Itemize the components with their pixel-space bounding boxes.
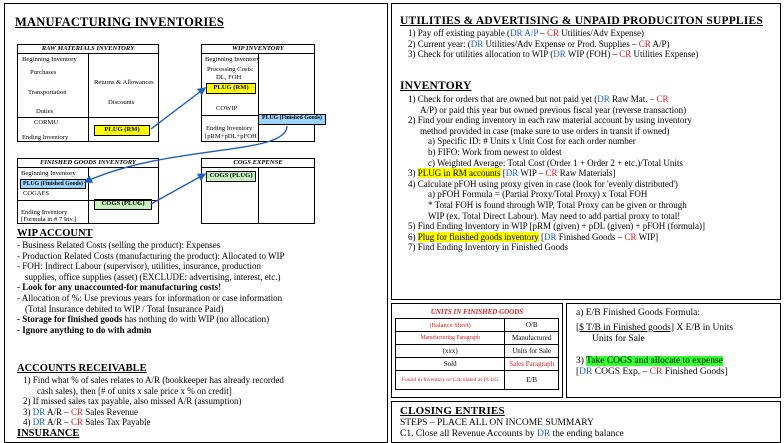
inventory-line-1b: A/P) or paid this year but owned previous fiscal year (reverse transaction) bbox=[420, 104, 687, 115]
t: WIP] bbox=[636, 231, 659, 242]
fg-item: Ending Inventory bbox=[21, 209, 68, 216]
rm-item: Purchases bbox=[30, 69, 57, 76]
t: WIP – bbox=[518, 168, 546, 179]
units-panel bbox=[391, 303, 563, 398]
fg-formula-denominator: Units for Sale bbox=[592, 334, 645, 344]
wip-account-line: - FOH: Indirect Labour (supervisor), utilities, insurance, production bbox=[17, 261, 261, 272]
closing-panel bbox=[391, 401, 781, 443]
inventory-line-4b: * Total FOH is found through WIP, Total Proxy can be given or through bbox=[428, 199, 687, 210]
manufacturing-title: MANUFACTURING INVENTORIES bbox=[15, 15, 225, 29]
cr-label: CR bbox=[649, 367, 663, 377]
units-cell: Sales Paragraph bbox=[505, 358, 559, 371]
cogs-plug: COGS (PLUG) bbox=[206, 171, 256, 182]
fg-formula-entry bbox=[576, 367, 733, 379]
rm-item: Ending Inventory bbox=[22, 134, 69, 141]
ar-line: cash sales), then [# of units x sale price x % on credit] bbox=[37, 385, 232, 396]
table-row bbox=[396, 345, 559, 358]
closing-title: CLOSING ENTRIES bbox=[400, 405, 505, 417]
ar-rest: Sales Tax Payable bbox=[83, 417, 151, 428]
fg-item: Beginning Inventory bbox=[21, 170, 76, 177]
left-panel bbox=[4, 3, 388, 443]
dr-label: DR bbox=[544, 231, 557, 242]
wip-item: Ending Inventory bbox=[206, 125, 253, 132]
dr-label: DR bbox=[553, 49, 566, 60]
cr-label: CR bbox=[71, 406, 84, 417]
t: 3) bbox=[408, 168, 418, 179]
highlight: Plug for finished goods inventory bbox=[417, 231, 539, 242]
t: Finished Goods] bbox=[662, 367, 728, 377]
t: Raw Mat. – bbox=[609, 94, 657, 104]
inventory-line-2b: method provided in case (make sure to use orders in transit if owned) bbox=[420, 125, 670, 136]
dr-label: DR bbox=[32, 406, 46, 417]
rm-item: Transportation bbox=[28, 89, 67, 96]
inventory-line-4c: WIP (ex. Total Direct Labour). May need to add partial proxy to total! bbox=[428, 210, 681, 221]
t: COGS Exp. – bbox=[592, 367, 650, 377]
wip-account-storage-line bbox=[17, 314, 387, 325]
inventory-line-2c: c) Weighted Average: Total Cost (Order 1 + Order 2 + etc.)/Total Units bbox=[428, 157, 683, 168]
ar-entry-revenue: 3) DR A/R – CR Sales Revenue bbox=[23, 406, 139, 417]
rm-plug: PLUG (RM) bbox=[94, 125, 150, 136]
dr-label: DR bbox=[579, 367, 593, 377]
units-cell: Sold bbox=[396, 358, 505, 371]
fg-formula-step3 bbox=[576, 356, 733, 368]
arrow-rm-to-wip bbox=[151, 88, 205, 129]
insurance-title: INSURANCE bbox=[17, 427, 80, 439]
units-table bbox=[395, 306, 559, 390]
inventory-line-4: 4) Calculate pFOH using proxy given in case (look for 'evenly distributed') bbox=[408, 178, 678, 189]
fg-formula-numerator bbox=[576, 323, 733, 335]
arrow-fg-to-cogs bbox=[151, 174, 205, 204]
arrow-wip-to-fg bbox=[85, 126, 287, 182]
utilities-line-3 bbox=[408, 49, 698, 60]
storage-bold: - Storage for finished goods bbox=[17, 314, 123, 325]
wip-account-bold-line: - Look for any unaccounted-for manufacturing costs! bbox=[17, 282, 222, 293]
units-cell: Found in Inventory or Calculated as PLUG bbox=[396, 371, 505, 390]
utilities-line-2 bbox=[408, 39, 698, 50]
cr-label: CR bbox=[71, 417, 84, 428]
table-row bbox=[396, 358, 559, 371]
wip-account-line: (Total Insurance debited to WIP / Total Insurance Paid) bbox=[25, 303, 224, 314]
units-cell: Manufactured bbox=[505, 332, 559, 345]
inventory-line-7: 7) Find Ending Inventory in Finished Goods bbox=[408, 242, 568, 253]
wip-account-bold-line: - Ignore anything to do with admin bbox=[17, 324, 152, 335]
accounts-receivable-section bbox=[17, 363, 387, 440]
rm-item: CORMU bbox=[34, 119, 59, 126]
fg-plug-cogs: COGS (PLUG) bbox=[94, 199, 152, 210]
wip-plug-rm: PLUG (RM) bbox=[206, 83, 256, 94]
ar-mid: A/R – bbox=[45, 406, 72, 417]
inventory-line-5: 5) Find Ending Inventory in WIP [pRM (given) + pDL (given) + pFOH (formula)] bbox=[408, 221, 706, 232]
t: the ending balance bbox=[550, 429, 624, 439]
cr-label: CR bbox=[619, 49, 632, 60]
t: Utilities Expense) bbox=[631, 49, 699, 60]
wip-item: [pRM+pDL+pFOH] bbox=[205, 133, 259, 140]
t: Utilities/Adv Expense) bbox=[559, 28, 645, 38]
inventory-line-6 bbox=[408, 232, 780, 243]
wip-account-section bbox=[17, 228, 387, 335]
fg-item: [Formula in # 7 Inv.] bbox=[21, 216, 77, 223]
ar-mid: A/R – bbox=[45, 417, 72, 428]
inventory-title: INVENTORY bbox=[400, 80, 472, 92]
cr-label: CR bbox=[624, 231, 637, 242]
fg-item: COGAFS bbox=[23, 190, 50, 197]
dr-label: DR bbox=[597, 94, 610, 104]
t: Utilities/Adv Expense or Prod. Supplies – bbox=[483, 38, 639, 49]
closing-line: STEPS – PLACE ALL ON INCOME SUMMARY bbox=[400, 418, 594, 428]
rm-credit-item: Returns & Allowances bbox=[94, 79, 154, 86]
inventory-line-2: 2) Find your ending inventory in each raw material account by using inventory bbox=[408, 115, 692, 126]
wip-account-line: - Allocation of %: Use previous years for information or case information bbox=[17, 292, 283, 303]
dr-label: DR bbox=[505, 168, 519, 179]
cr-label: CR bbox=[638, 38, 651, 49]
inventory-line-2bb: b) FIFO: Work from newest to oldest bbox=[428, 146, 562, 157]
highlight: PLUG in RM accounts bbox=[417, 168, 501, 179]
right-top-panel bbox=[391, 3, 781, 300]
inventory-line-1 bbox=[408, 94, 780, 105]
table-row bbox=[396, 371, 559, 390]
units-cell: Manufacturing Paragraph bbox=[396, 332, 505, 345]
cr-label: CR bbox=[656, 94, 669, 104]
flow-arrows bbox=[17, 44, 317, 239]
fg-formula-units: X E/B in Units bbox=[674, 322, 734, 333]
closing-line-2 bbox=[400, 429, 624, 440]
wip-account-line: - Production Related Costs (manufacturing the product): Allocated to WIP bbox=[17, 250, 285, 261]
t: A/P) bbox=[650, 38, 670, 49]
utilities-title: UTILITIES & ADVERTISING & UNPAID PRODUCITON SUPPLIES bbox=[400, 15, 763, 27]
wip-header: WIP INVENTORY bbox=[202, 45, 314, 54]
table-row bbox=[396, 319, 559, 332]
dr-label: DR bbox=[32, 417, 46, 428]
dr-label: DR A/P bbox=[510, 28, 538, 38]
ar-title: ACCOUNTS RECEIVABLE bbox=[17, 363, 147, 374]
wip-account-title: WIP ACCOUNT bbox=[17, 228, 93, 239]
t: 3) Check for utilities allocation to WIP ( bbox=[408, 49, 554, 60]
fg-formula-line: a) E/B Finished Goods Formula: bbox=[576, 308, 701, 318]
storage-rest: has nothing do with WIP (no allocation) bbox=[122, 314, 270, 325]
t: 1) Check for orders that are owned but not paid yet ( bbox=[408, 94, 598, 104]
utilities-line-1 bbox=[408, 28, 698, 39]
wip-item: DL, FOH bbox=[216, 74, 242, 81]
ar-entry-tax: 4) DR A/R – CR Sales Tax Payable bbox=[23, 417, 151, 428]
units-title: UNITS IN FINISHED GOODS bbox=[430, 308, 524, 316]
t: C1. Close all Revenue Accounts by bbox=[400, 429, 537, 439]
units-cell: (Balance Sheet) bbox=[396, 319, 505, 332]
units-cell: (xxx) bbox=[396, 345, 505, 358]
wip-item: Beginning Inventory bbox=[205, 56, 260, 63]
wip-item: Processing Costs: bbox=[207, 66, 254, 73]
highlight: Take COGS and allocate to expense bbox=[586, 355, 723, 366]
finished-goods-header: FINISHED GOODS INVENTORY bbox=[18, 159, 158, 168]
table-row bbox=[396, 332, 559, 345]
t: 3) bbox=[576, 355, 587, 366]
rm-credit-item: Discounts bbox=[108, 99, 135, 106]
rm-item: Beginning Inventory bbox=[22, 56, 77, 63]
t: 6) bbox=[408, 231, 418, 242]
fg-formula-tb: [$ T/B in Finished goods] bbox=[576, 322, 674, 333]
t: Raw Materials] bbox=[557, 168, 616, 179]
cr-label: CR bbox=[545, 168, 558, 179]
units-cell: Units for Sale bbox=[505, 345, 559, 358]
inventory-line-2a: a) Specific ID: # Units x Unit Cost for each order number bbox=[428, 136, 636, 147]
t: 1) Pay off existing payable ( bbox=[408, 28, 511, 38]
dr-label: DR bbox=[470, 38, 484, 49]
fg-plug-finished-goods: PLUG (Finished Goods) bbox=[20, 179, 86, 189]
raw-materials-header: RAW MATERIALS INVENTORY bbox=[18, 45, 158, 54]
inventory-line-3 bbox=[408, 168, 780, 179]
cr-label: CR bbox=[547, 28, 560, 38]
t: [ bbox=[538, 231, 544, 242]
ar-line: 2) If missed sales tax payable, also missed A/R (assumption) bbox=[23, 396, 242, 407]
rm-item: Duties bbox=[36, 108, 54, 115]
ar-line: 1) Find what % of sales relates to A/R (bookkeeper has already recorded bbox=[23, 375, 284, 385]
inventory-line-4a: a) pFOH Formula = (Partial Proxy/Total Proxy) x Total FOH bbox=[428, 189, 648, 200]
t: [ bbox=[576, 367, 580, 377]
t: WIP (FOH) – bbox=[565, 49, 620, 60]
fg-formula-panel bbox=[566, 303, 781, 398]
units-cell: E/B bbox=[505, 371, 559, 390]
t: [ bbox=[500, 168, 506, 179]
t: 2) Current year: ( bbox=[408, 38, 471, 49]
ar-rest: Sales Revenue bbox=[83, 406, 139, 417]
wip-plug-finished-goods: PLUG (Finished Goods) bbox=[258, 114, 326, 125]
wip-account-line: - Business Related Costs (selling the product): Expenses bbox=[17, 240, 221, 250]
units-cell: O/B bbox=[505, 319, 559, 332]
t: Finished Goods – bbox=[556, 231, 625, 242]
wip-item: COWIP bbox=[216, 105, 238, 112]
dr-label: DR bbox=[536, 429, 551, 439]
inventory-flow-diagram bbox=[17, 44, 322, 239]
t: – bbox=[538, 28, 547, 38]
wip-account-line: supplies, office supplies (asset) (EXCLUDE: advertising, interest, etc.) bbox=[25, 271, 281, 282]
cogs-header: COGS EXPENSE bbox=[202, 159, 314, 168]
